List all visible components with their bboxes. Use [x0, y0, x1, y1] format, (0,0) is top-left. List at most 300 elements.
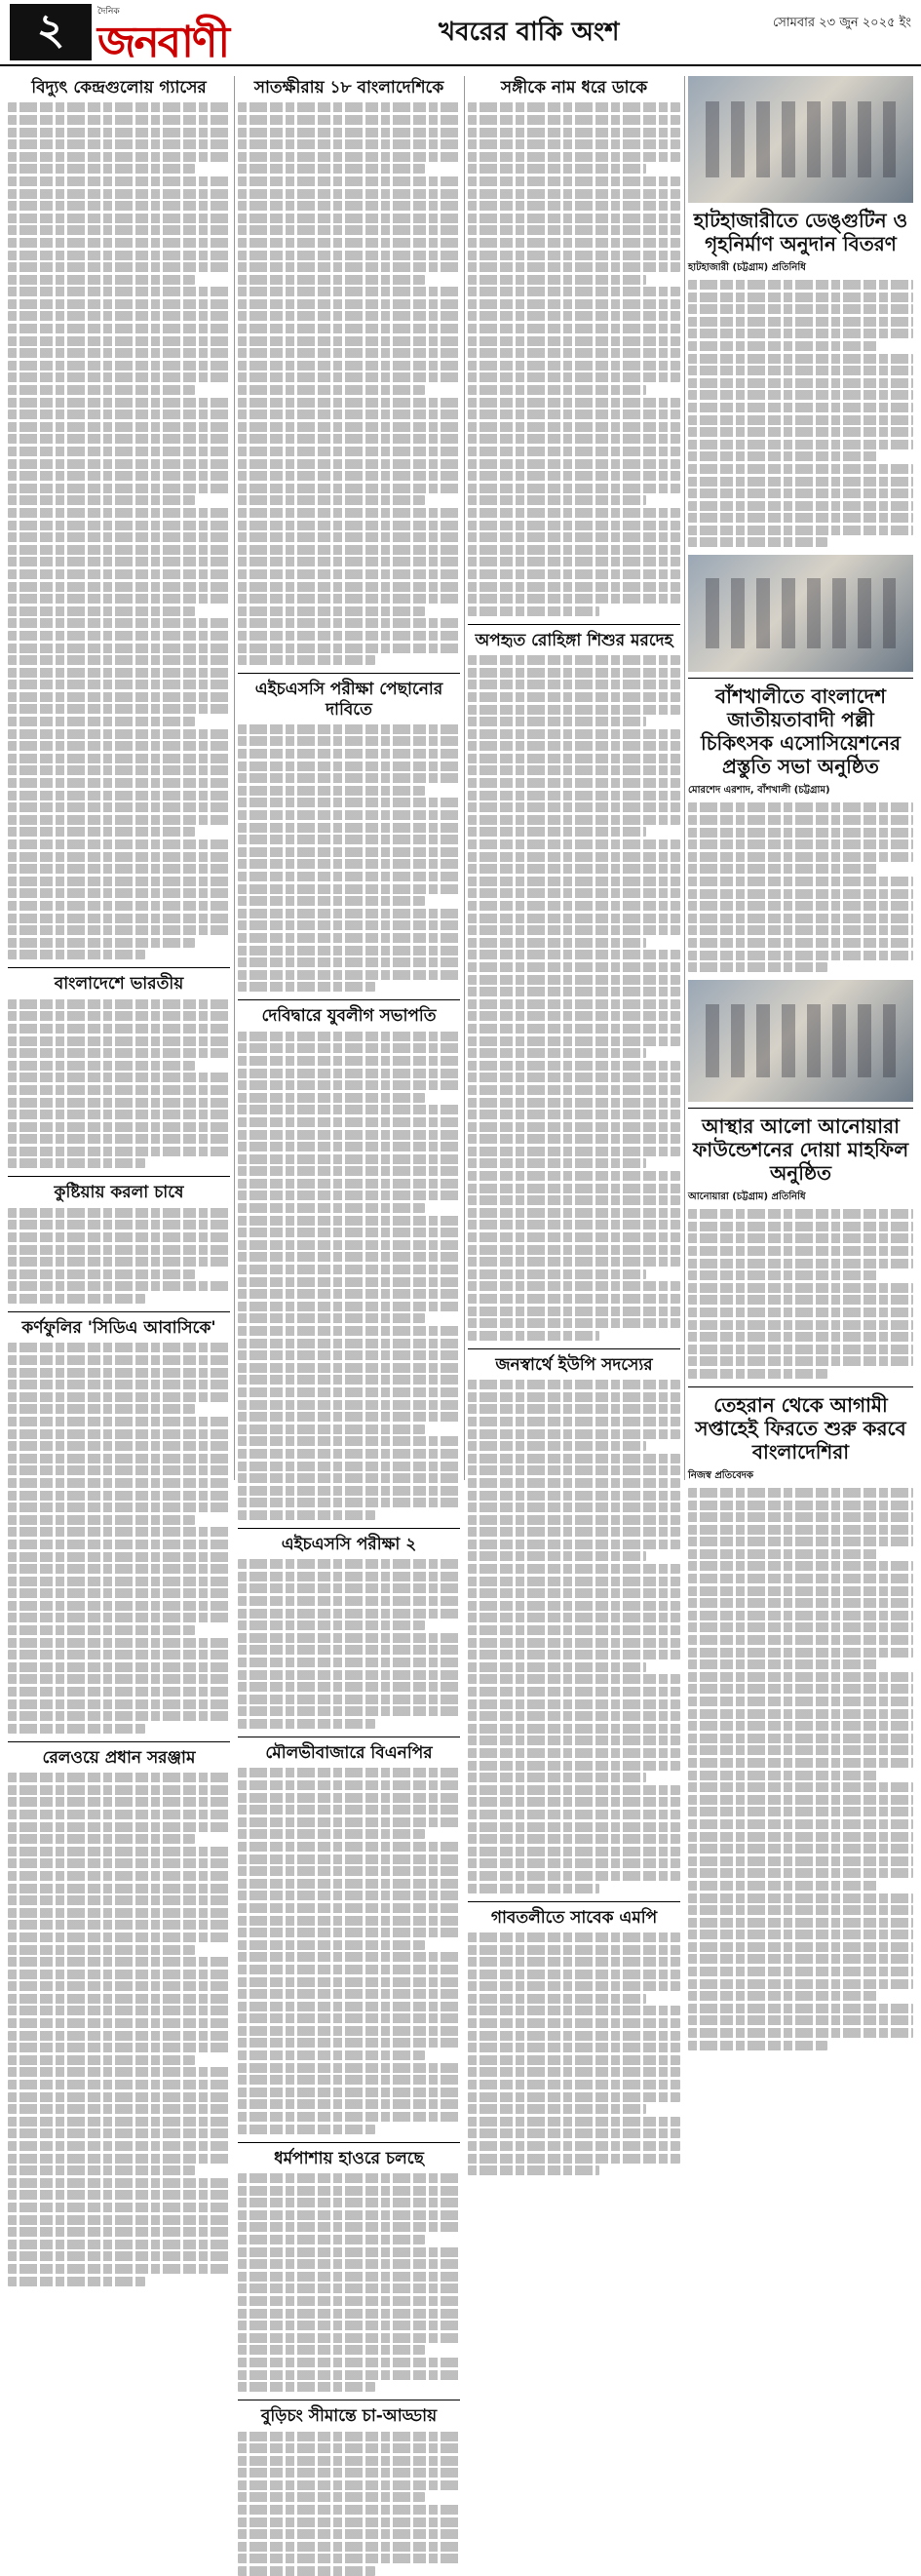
body-text-line [238, 920, 460, 930]
body-text-line [8, 372, 230, 382]
body-text-line [688, 802, 913, 812]
body-text-line [238, 1780, 460, 1790]
body-text-line [8, 214, 230, 223]
body-text-line [8, 717, 195, 726]
body-text-line [238, 1989, 460, 1999]
news-photo [688, 76, 913, 203]
body-text-line [238, 508, 460, 518]
body-text-line [468, 1970, 680, 1979]
body-text-line [238, 1387, 460, 1397]
body-text-line [468, 385, 646, 395]
body-text-line [238, 299, 460, 309]
body-text-line [468, 877, 680, 886]
body-text-line [468, 987, 680, 996]
body-text-line [8, 1920, 230, 1930]
body-text-line [8, 1564, 230, 1574]
body-text-line [238, 872, 460, 881]
body-text-line [468, 914, 680, 923]
body-text-line [238, 2088, 460, 2097]
body-text-line [8, 1220, 230, 1229]
body-text-line [688, 815, 913, 825]
story-headline: হাটহাজারীতে ডেঙ্গুটিন ও গৃহনির্মাণ অনুদান বিতরণ [693, 209, 908, 255]
body-text-line [688, 1856, 913, 1866]
body-text-line [688, 1745, 913, 1755]
body-text-line [238, 582, 460, 592]
body-text-line [468, 189, 680, 199]
body-text-line [8, 1073, 230, 1082]
body-text-line [688, 1795, 913, 1805]
news-story [238, 78, 460, 665]
body-text-line [468, 2141, 680, 2151]
body-text-line [8, 644, 230, 653]
body-text-line [238, 1043, 460, 1053]
story-headline: সঙ্গীকে নাম ধরে ডাকে [500, 78, 648, 98]
body-text-line [468, 901, 680, 911]
body-text-line [238, 761, 460, 771]
column-divider [464, 76, 465, 1480]
body-text-line [468, 361, 680, 371]
body-text-line [238, 1965, 460, 1974]
body-text-line [688, 1893, 913, 1903]
body-text-line [238, 1596, 460, 1606]
body-text-line [688, 901, 913, 911]
body-text-line [468, 1945, 680, 1955]
body-text-line [688, 1586, 913, 1596]
body-text-line [8, 336, 230, 346]
news-story [8, 78, 230, 959]
body-text-line [468, 2128, 680, 2138]
body-text-line [8, 189, 230, 199]
body-text-line [238, 1891, 460, 1900]
body-text-line [468, 1454, 680, 1464]
body-text-line [468, 1184, 680, 1193]
body-text-line [688, 1537, 913, 1546]
story-headline: বাংলাদেশে ভারতীয় [8, 967, 230, 994]
body-text-line [8, 128, 230, 137]
body-text-line [468, 729, 680, 739]
body-text-line [238, 2026, 460, 2036]
body-text-line [8, 1601, 230, 1611]
body-text-line [688, 1270, 877, 1280]
story-headline: দেবিদ্বারে যুবলীগ সভাপতি [238, 999, 460, 1026]
body-text-line [8, 618, 230, 628]
body-text-line [238, 2050, 425, 2060]
body-text-line [8, 422, 230, 432]
body-text-line [238, 1142, 460, 1151]
body-text-line [238, 372, 460, 382]
body-text-line [238, 225, 460, 235]
body-text-line [688, 354, 913, 364]
body-text-line [468, 545, 680, 555]
body-text-line [238, 2542, 460, 2552]
news-photo [688, 980, 913, 1102]
body-text-line [468, 668, 680, 678]
body-text-line [238, 176, 460, 186]
body-text-line [8, 815, 230, 825]
body-text-line [8, 1650, 230, 1659]
news-story [688, 1386, 913, 2050]
body-text-line [468, 1748, 680, 1758]
body-text-line [238, 1228, 460, 1237]
body-text-line [238, 1842, 460, 1852]
body-text-line [8, 668, 230, 678]
body-text-line [468, 925, 680, 935]
body-text-line [238, 2468, 460, 2478]
story-headline: কর্ণফুলির 'সিডিএ আবাসিকে' [8, 1311, 230, 1338]
news-story [468, 624, 680, 1341]
story-headline: মৌলভীবাজারে বিএনপির [238, 1737, 460, 1763]
body-text-line [238, 2358, 460, 2367]
body-text-line [8, 1134, 230, 1144]
body-text-line [688, 403, 913, 412]
body-text-line [468, 1650, 680, 1659]
body-text-line [238, 2554, 460, 2563]
body-text-line [238, 982, 375, 992]
body-text-line [8, 1711, 230, 1721]
body-text-line [8, 1343, 230, 1352]
body-text-line [468, 1871, 680, 1881]
body-text-line [688, 1782, 913, 1792]
body-text-line [8, 1024, 230, 1034]
body-text-line [238, 471, 460, 481]
body-text-line [8, 2128, 230, 2138]
body-text-line [238, 1130, 460, 1140]
story-byline: হাটহাজারী (চট্টগ্রাম) প্রতিনিধি [688, 262, 806, 273]
body-text-line [688, 1684, 913, 1694]
body-text-line [688, 1930, 913, 1939]
column-4 [688, 76, 913, 1480]
body-text-line [238, 2198, 460, 2207]
body-text-line [8, 2240, 230, 2249]
body-text-line [468, 1011, 680, 1021]
body-text-line [8, 2215, 230, 2225]
body-text-line [468, 1134, 680, 1144]
body-text-line [238, 1203, 425, 1213]
body-text-line [238, 1793, 460, 1803]
body-text-line [8, 741, 230, 751]
body-text-line [688, 293, 913, 302]
body-text-line [8, 2203, 230, 2212]
body-text-line [238, 385, 425, 395]
body-text-line [468, 839, 680, 849]
body-text-line [468, 434, 680, 444]
body-text-line [238, 835, 460, 844]
body-text-line [468, 1245, 680, 1255]
body-text-line [8, 1810, 230, 1819]
body-text-line [688, 1501, 913, 1510]
column-2 [238, 76, 460, 2427]
body-text-line [468, 1981, 680, 1991]
body-text-line [8, 1417, 230, 1426]
body-text-line [688, 1246, 913, 1256]
body-text-line [688, 317, 913, 327]
body-text-line [238, 2075, 460, 2085]
body-text-line [688, 1648, 913, 1658]
body-text-line [238, 2529, 460, 2539]
body-text-line [8, 102, 230, 112]
body-text-line [688, 1819, 913, 1829]
body-text-line [8, 1392, 230, 1402]
body-text-line [238, 2517, 460, 2527]
body-text-line [468, 1551, 646, 1561]
body-text-line [238, 447, 460, 456]
body-text-line [468, 1392, 680, 1402]
body-text-line [238, 1166, 460, 1176]
body-text-line [238, 459, 460, 469]
body-text-line [8, 557, 230, 566]
body-text-line [8, 1932, 230, 1942]
body-text-line [468, 2067, 680, 2077]
body-text-line [8, 1552, 230, 1562]
body-text-line [468, 1307, 680, 1316]
body-text-line [238, 847, 460, 857]
body-text-line [238, 1977, 460, 1987]
body-text-line [468, 582, 680, 592]
story-headline: আস্থার আলো আনোয়ারা ফাউন্ডেশনের দোয়া মাহফিল অনুষ্ঠিত [688, 1108, 913, 1185]
body-text-line [688, 526, 913, 535]
news-story [238, 1528, 460, 1729]
body-text-line [8, 2055, 195, 2065]
body-text-line [8, 1257, 230, 1267]
body-text-line [468, 1220, 680, 1229]
body-text-line [8, 1625, 195, 1635]
body-text-line [238, 1240, 460, 1250]
body-text-line [8, 582, 230, 592]
body-text-line [468, 1318, 680, 1328]
body-text-line [468, 864, 680, 874]
body-text-line [688, 1758, 913, 1768]
body-text-line [238, 1829, 425, 1839]
body-text-line [238, 1302, 460, 1311]
body-text-line [238, 434, 460, 444]
body-text-line [468, 1711, 680, 1721]
body-text-line [468, 938, 646, 948]
body-text-line [468, 532, 680, 542]
body-text-line [8, 2141, 230, 2151]
body-text-line [238, 823, 460, 833]
body-text-line [468, 569, 680, 579]
body-text-line [238, 859, 460, 869]
body-text-line [8, 2251, 230, 2261]
body-text-line [238, 1695, 460, 1704]
body-text-line [468, 2092, 680, 2102]
body-text-line [688, 1525, 913, 1535]
body-text-line [688, 1222, 913, 1231]
body-text-line [8, 1908, 230, 1918]
body-text-line [8, 1368, 230, 1378]
body-text-line [238, 2235, 425, 2244]
body-text-line [238, 2186, 460, 2196]
body-text-line [8, 1895, 230, 1905]
body-text-line [238, 1583, 460, 1593]
body-text-line [238, 1670, 460, 1680]
body-text-line [238, 1719, 375, 1729]
body-text-line [8, 1232, 230, 1242]
body-text-line [468, 1847, 680, 1856]
body-text-line [688, 839, 913, 849]
body-text-line [468, 1331, 599, 1341]
news-story [468, 78, 680, 616]
body-text-line [468, 1110, 680, 1119]
body-text-line [468, 606, 599, 616]
body-text-line [688, 477, 913, 487]
body-text-line [688, 1345, 913, 1354]
body-text-line [468, 2166, 599, 2175]
body-text-line [468, 1577, 680, 1586]
story-byline: নিজস্ব প্রতিবেদক [688, 1469, 754, 1481]
body-text-line [8, 1527, 230, 1537]
body-text-line [468, 1158, 646, 1168]
body-text-line [8, 1970, 230, 1979]
body-text-line [468, 139, 680, 149]
news-photo [688, 555, 913, 672]
body-text-line [8, 1638, 230, 1648]
body-text-line [468, 1773, 646, 1782]
body-text-line [8, 2178, 230, 2188]
body-text-line [468, 1527, 680, 1537]
body-text-line [468, 287, 680, 296]
body-text-line [8, 1355, 230, 1365]
body-text-line [688, 1549, 877, 1559]
body-text-line [8, 925, 230, 935]
body-text-line [8, 361, 230, 371]
body-text-line [238, 2283, 460, 2293]
body-text-line [8, 1048, 230, 1058]
body-text-line [468, 1465, 680, 1475]
body-text-line [468, 2080, 680, 2089]
news-story [238, 2400, 460, 2576]
body-text-line [468, 102, 680, 112]
body-text-line [468, 275, 646, 285]
body-text-line [238, 1412, 460, 1422]
body-text-line [468, 765, 680, 775]
body-text-line [468, 495, 646, 505]
body-text-line [238, 545, 460, 555]
body-text-line [8, 2154, 230, 2164]
body-text-line [238, 957, 460, 967]
column-divider [234, 76, 235, 1480]
body-text-line [238, 1916, 460, 1926]
body-text-line [468, 1810, 680, 1819]
body-text-line [238, 336, 460, 346]
news-story [468, 1901, 680, 2176]
body-text-line [468, 1662, 646, 1672]
body-text-line [468, 594, 680, 604]
body-text-line [688, 427, 913, 437]
body-text-line [468, 1417, 680, 1426]
body-text-line [238, 1375, 460, 1385]
body-text-line [688, 451, 877, 461]
body-text-line [8, 2080, 230, 2089]
body-text-line [8, 2227, 230, 2237]
body-text-line [238, 128, 460, 137]
body-text-line [468, 311, 680, 321]
story-headline: বিদ্যুৎ কেন্দ্রগুলোয় গ্যাসের [31, 78, 207, 98]
body-text-line [8, 275, 195, 285]
body-text-line [468, 1994, 646, 2004]
body-text-line [238, 422, 460, 432]
body-text-line [468, 471, 680, 481]
body-text-line [468, 1785, 680, 1795]
body-text-line [688, 513, 913, 523]
story-byline: আনোয়ারা (চট্টগ্রাম) প্রতিনিধি [688, 1191, 806, 1203]
body-text-line [238, 495, 425, 505]
body-text-line [8, 1822, 230, 1832]
body-text-line [8, 1245, 230, 1255]
body-text-line [8, 495, 195, 505]
body-text-line [468, 1429, 680, 1439]
body-text-line [688, 2015, 913, 2025]
body-text-line [238, 786, 425, 796]
body-text-line [8, 852, 230, 862]
body-text-line [468, 238, 680, 248]
body-text-line [8, 1724, 145, 1734]
body-text-line [688, 877, 913, 886]
body-text-line [468, 1797, 680, 1807]
body-text-line [688, 951, 913, 960]
body-text-line [468, 1515, 680, 1525]
body-text-line [8, 2031, 230, 2041]
story-headline: সাতক্ষীরায় ১৮ বাংলাদেশিকে [253, 78, 444, 98]
body-text-line [8, 1577, 230, 1586]
body-text-line [468, 2006, 680, 2015]
body-text-line [238, 1473, 460, 1483]
body-text-line [8, 1147, 230, 1156]
body-text-line [238, 606, 425, 616]
body-text-line [8, 2067, 230, 2077]
body-text-line [238, 2566, 375, 2576]
body-text-line [238, 2321, 460, 2330]
body-text-line [468, 999, 680, 1009]
body-text-line [468, 1822, 680, 1832]
body-text-line [688, 2028, 913, 2038]
body-text-line [238, 1645, 460, 1655]
body-text-line [238, 1032, 460, 1041]
body-text-line [688, 1574, 913, 1583]
body-text-line [238, 594, 460, 604]
body-text-line [238, 2296, 460, 2306]
body-text-line [8, 594, 230, 604]
news-story [238, 673, 460, 992]
body-text-line [468, 1208, 680, 1218]
body-text-line [468, 1098, 680, 1108]
body-text-line [468, 1687, 680, 1697]
body-text-line [8, 201, 230, 211]
body-text-line [688, 1611, 913, 1620]
body-text-line [238, 2382, 375, 2392]
body-text-line [238, 1940, 425, 1950]
body-text-line [238, 896, 425, 906]
body-text-line [688, 828, 913, 838]
story-headline: জনস্বার্থে ইউপি সদস্যের [468, 1348, 680, 1375]
body-text-line [238, 2345, 425, 2355]
body-text-line [8, 1773, 230, 1782]
body-text-line [8, 2166, 195, 2175]
body-text-line [238, 773, 460, 783]
body-text-line [238, 1350, 460, 1360]
body-text-line [238, 311, 460, 321]
body-text-line [8, 1294, 145, 1304]
body-text-line [688, 1844, 913, 1854]
body-text-line [238, 2222, 460, 2232]
body-text-line [238, 1854, 460, 1864]
body-text-line [468, 692, 680, 702]
body-text-line [468, 1232, 680, 1242]
body-text-line [238, 2038, 460, 2048]
body-text-line [238, 262, 460, 272]
body-text-line [8, 1945, 195, 1955]
body-text-line [688, 1512, 913, 1522]
